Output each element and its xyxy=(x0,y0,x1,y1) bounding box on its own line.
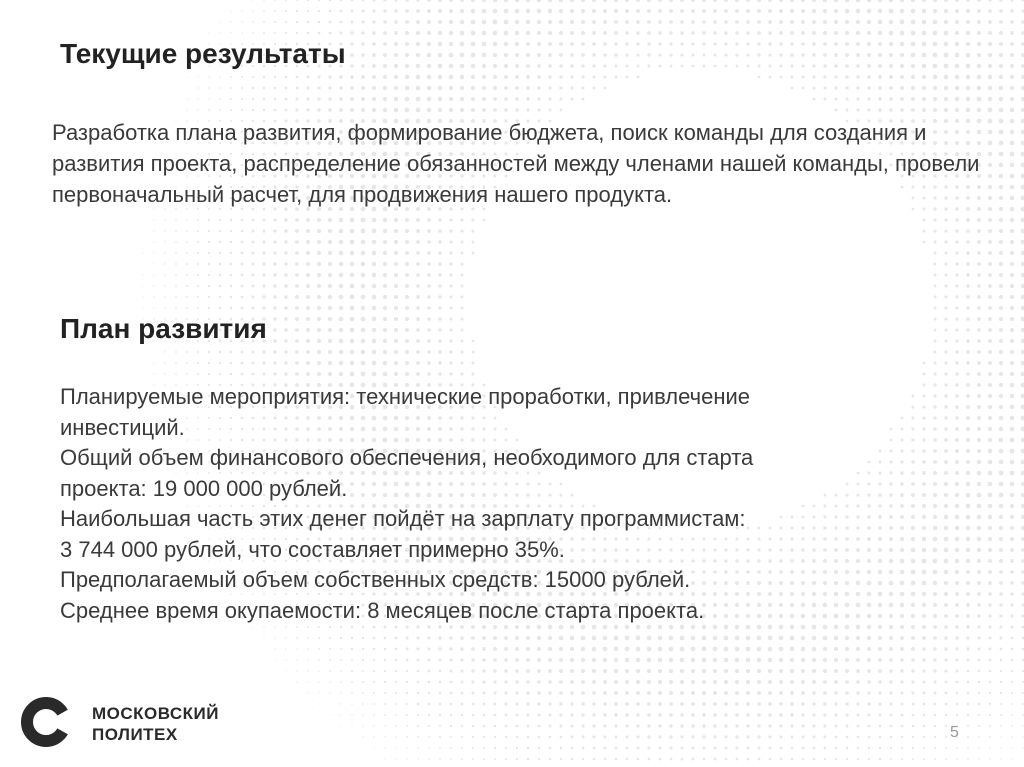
plan-line: инвестиций. xyxy=(60,414,185,440)
plan-line: Общий объем финансового обеспечения, необходимого для старта xyxy=(60,445,754,470)
plan-line: Предполагаемый объем собственных средств: 15000 рублей. xyxy=(60,567,691,592)
plan-line: Среднее время окупаемости: 8 месяцев после старта проекта. xyxy=(60,597,705,623)
plan-text xyxy=(60,382,920,626)
section-title: План развития xyxy=(60,313,267,344)
intro-paragraph: Разработка плана развития, формирование бюджета, поиск команды для создания и развития проекта, распределение обязанностей между членами нашей команды, провели первоначальный расчет, для продвижения нашего продукта. xyxy=(52,120,980,207)
logo-line: МОСКОВСКИЙ xyxy=(92,704,219,723)
plan-line: Планируемые мероприятия: технические проработки, привлечение xyxy=(60,384,751,409)
slide-title: Текущие результаты xyxy=(60,38,346,69)
plan-line: 3 744 000 рублей, что составляет примерно 35%. xyxy=(60,536,565,562)
plan-line: Наибольшая часть этих денег пойдёт на зарплату программистам: xyxy=(60,506,746,531)
plan-line: проекта: 19 000 000 рублей. xyxy=(60,475,348,501)
logo-line: ПОЛИТЕХ xyxy=(92,725,178,744)
logo-wordmark xyxy=(92,703,219,745)
page-number: 5 xyxy=(950,724,959,741)
logo-icon xyxy=(18,694,78,750)
